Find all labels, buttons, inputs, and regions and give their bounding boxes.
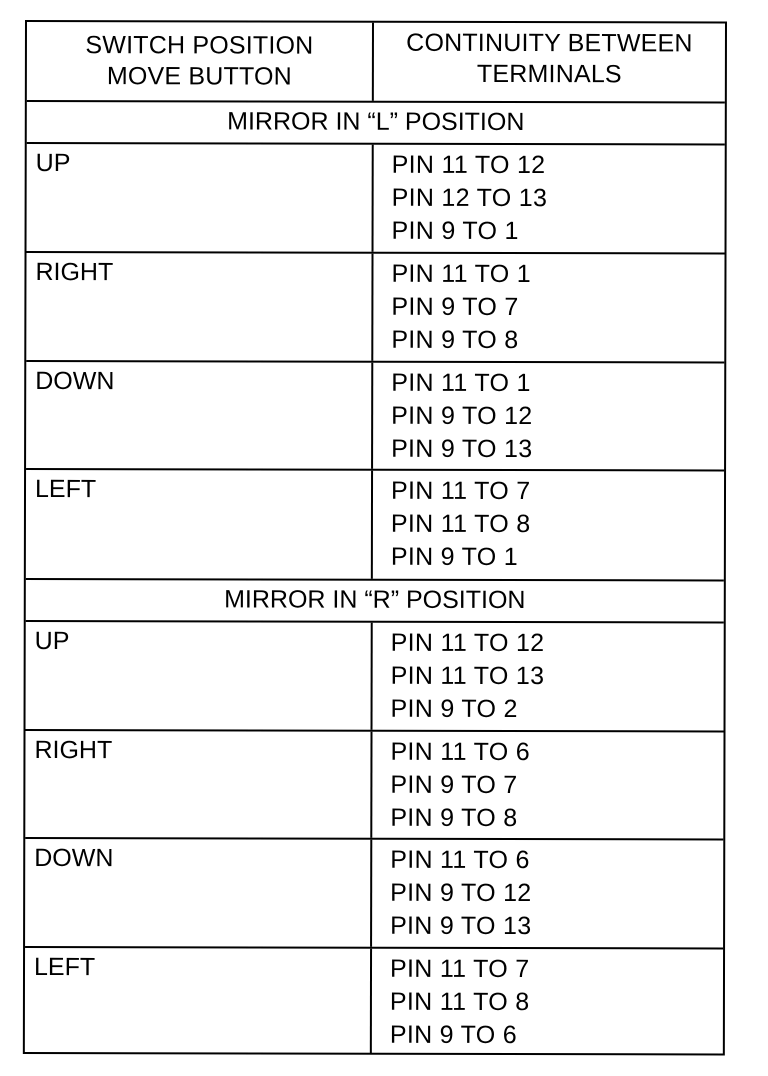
header-continuity [374,23,725,102]
pin-entry: PIN 11 TO 8 [389,987,530,1017]
continuity-table [23,20,727,1055]
pin-list [373,471,724,580]
table-row [25,839,723,949]
pin-list [373,254,724,362]
pin-entry: PIN 12 TO 13 [391,183,548,213]
pin-entry: PIN 9 TO 12 [390,878,532,908]
position-label: LEFT [26,470,373,579]
pin-list [372,732,723,839]
pin-entry: PIN 9 TO 1 [391,216,519,246]
position-label: RIGHT [25,731,372,838]
pin-entry: PIN 9 TO 2 [390,694,518,724]
pin-entry: PIN 9 TO 7 [391,292,519,322]
pin-entry: PIN 11 TO 6 [390,737,530,767]
pin-entry: PIN 11 TO 7 [390,476,531,506]
pin-list [372,949,723,1055]
pin-entry: PIN 11 TO 13 [390,661,545,691]
pin-list [372,840,723,948]
position-label: UP [27,144,374,252]
table-row [26,253,724,363]
pin-entry: PIN 11 TO 1 [391,259,531,289]
position-label: DOWN [25,839,372,947]
position-label: DOWN [26,362,373,469]
pin-entry: PIN 9 TO 6 [389,1020,518,1050]
header-continuity-line2: TERMINALS [476,59,622,89]
header-continuity-line1: CONTINUITY BETWEEN [406,28,693,58]
position-label: RIGHT [26,253,373,361]
pin-entry: PIN 11 TO 8 [390,509,531,539]
pin-entry: PIN 9 TO 12 [391,401,533,431]
pin-entry: PIN 9 TO 13 [391,434,533,464]
pin-entry: PIN 11 TO 12 [390,628,545,658]
pin-entry: PIN 9 TO 8 [390,803,518,833]
pin-entry: PIN 9 TO 8 [391,325,519,355]
header-switch-position [27,22,374,101]
table-row [26,362,724,471]
position-label: LEFT [25,948,372,1054]
header-row [27,22,725,103]
pin-entry: PIN 9 TO 7 [390,770,518,800]
pin-list [373,623,724,731]
table-row [26,470,724,581]
pin-entry: PIN 9 TO 13 [390,911,532,941]
pin-list [374,145,725,253]
table-row [25,731,723,840]
pin-entry: PIN 9 TO 1 [390,542,519,572]
header-switch-line1: SWITCH POSITION [85,31,314,60]
table-row [27,144,725,254]
header-switch-line2: MOVE BUTTON [106,62,292,91]
table-row [25,948,723,1054]
position-label: UP [26,622,373,730]
pin-list [373,363,724,470]
pin-entry: PIN 11 TO 6 [390,845,530,875]
pin-entry: PIN 11 TO 1 [391,368,531,398]
section-title-r: MIRROR IN “R” POSITION [26,580,724,623]
section-title-l: MIRROR IN “L” POSITION [27,102,725,145]
pin-entry: PIN 11 TO 12 [391,150,546,180]
table-row [26,622,724,732]
pin-entry: PIN 11 TO 7 [389,954,530,984]
